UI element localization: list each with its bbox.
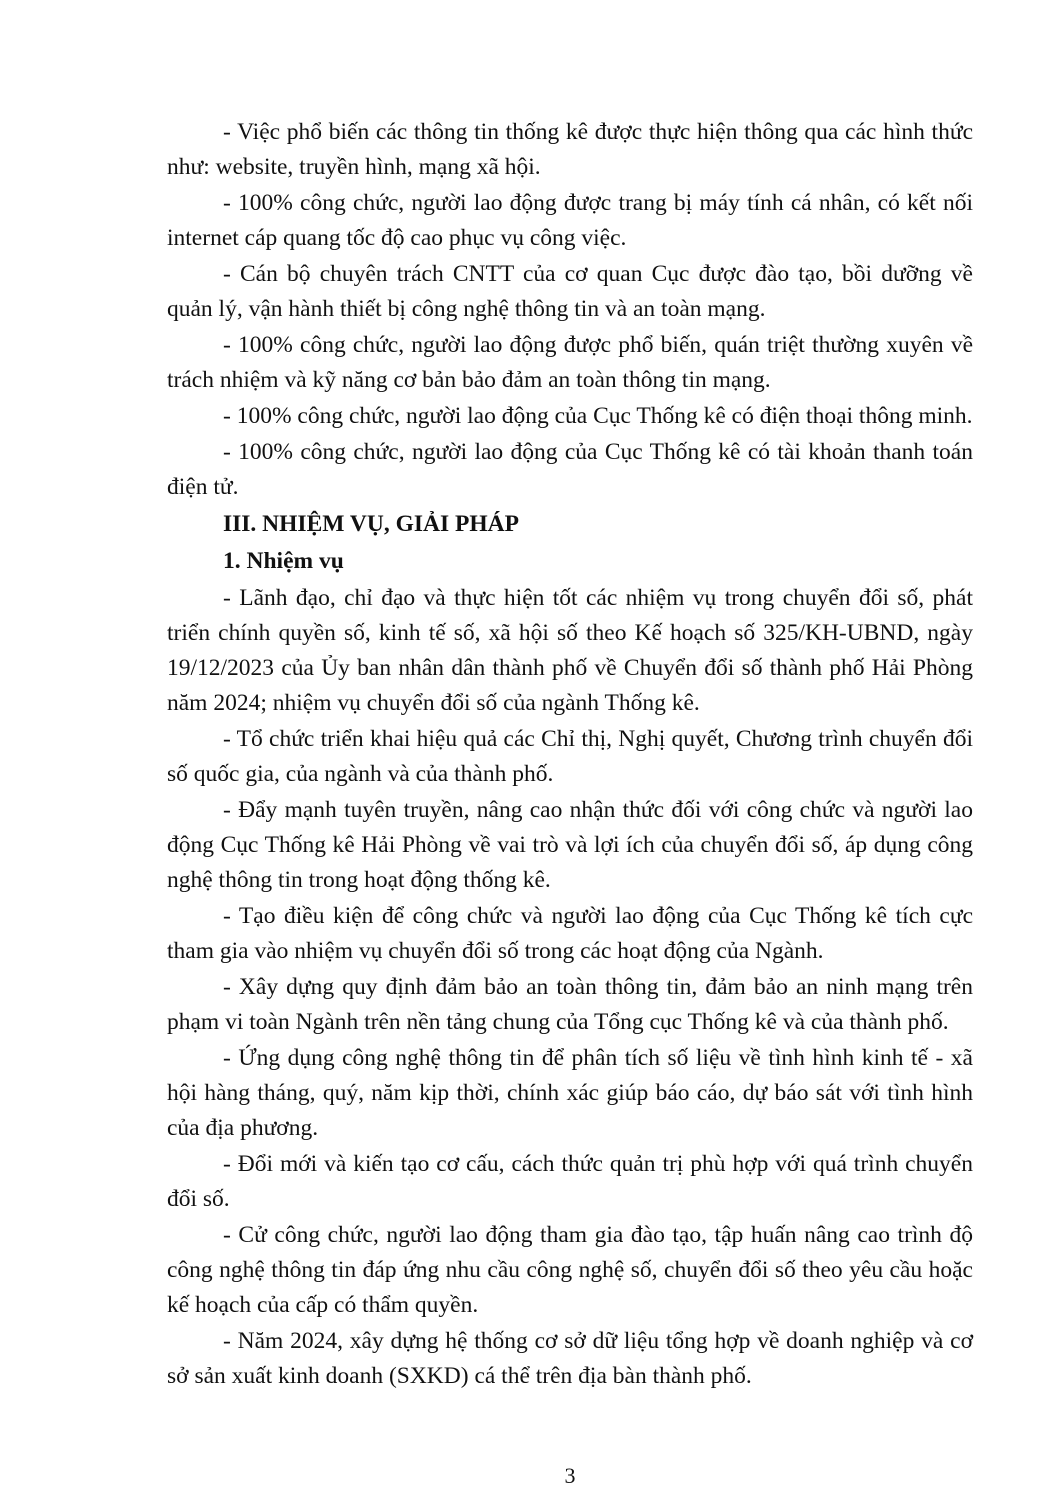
task-paragraph: - Đổi mới và kiến tạo cơ cấu, cách thức quản trị phù hợp với quá trình chuyển đổi số. — [167, 1151, 973, 1212]
page-number: 3 — [564, 1463, 576, 1488]
task-paragraph: - Ứng dụng công nghệ thông tin để phân tích số liệu về tình hình kinh tế - xã hội hàng tháng, quý, năm kịp thời, chính xác giúp báo cáo, dự báo sát với tình hình của địa phương. — [167, 1045, 973, 1141]
paragraph: - Cán bộ chuyên trách CNTT của cơ quan Cục được đào tạo, bồi dưỡng về quản lý, vận hành thiết bị công nghệ thông tin và an toàn mạng. — [167, 261, 973, 322]
paragraph: - 100% công chức, người lao động được trang bị máy tính cá nhân, có kết nối internet cáp quang tốc độ cao phục vụ công việc. — [167, 190, 973, 251]
task-paragraph: - Tạo điều kiện để công chức và người lao động của Cục Thống kê tích cực tham gia vào nhiệm vụ chuyển đổi số trong các hoạt động của Ngành. — [167, 903, 973, 964]
task-paragraph: - Lãnh đạo, chỉ đạo và thực hiện tốt các nhiệm vụ trong chuyển đổi số, phát triển chính quyền số, kinh tế số, xã hội số theo Kế hoạch số 325/KH-UBND, ngày 19/12/2023 của Ủy ban nhân dân thành phố về Chuyển đổi số thành phố Hải Phòng năm 2024; nhiệm vụ chuyển đổi số của ngành Thống kê. — [167, 585, 973, 716]
paragraph: - Việc phổ biến các thông tin thống kê được thực hiện thông qua các hình thức như: website, truyền hình, mạng xã hội. — [167, 119, 973, 180]
subsection-heading: 1. Nhiệm vụ — [223, 548, 344, 574]
document-page — [167, 115, 973, 1395]
task-paragraph: - Năm 2024, xây dựng hệ thống cơ sở dữ liệu tổng hợp về doanh nghiệp và cơ sở sản xuất kinh doanh (SXKD) cá thể trên địa bàn thành phố. — [167, 1328, 973, 1389]
section-heading: III. NHIỆM VỤ, GIẢI PHÁP — [223, 511, 519, 537]
task-paragraph: - Đẩy mạnh tuyên truyền, nâng cao nhận thức đối với công chức và người lao động Cục Thống kê Hải Phòng về vai trò và lợi ích của chuyển đổi số, áp dụng công nghệ thông tin trong hoạt động thống kê. — [167, 797, 973, 893]
task-paragraph: - Xây dựng quy định đảm bảo an toàn thông tin, đảm bảo an ninh mạng trên phạm vi toàn Ngành trên nền tảng chung của Tổng cục Thống kê và của thành phố. — [167, 974, 973, 1035]
paragraph: - 100% công chức, người lao động được phổ biến, quán triệt thường xuyên về trách nhiệm và kỹ năng cơ bản bảo đảm an toàn thông tin mạng. — [167, 332, 973, 393]
task-paragraph: - Cử công chức, người lao động tham gia đào tạo, tập huấn nâng cao trình độ công nghệ thông tin đáp ứng nhu cầu công nghệ số, chuyển đổi số theo yêu cầu hoặc kế hoạch của cấp có thẩm quyền. — [167, 1222, 973, 1318]
task-paragraph: - Tổ chức triển khai hiệu quả các Chỉ thị, Nghị quyết, Chương trình chuyển đổi số quốc gia, của ngành và của thành phố. — [167, 726, 973, 787]
paragraph: - 100% công chức, người lao động của Cục Thống kê có điện thoại thông minh. — [223, 403, 973, 429]
paragraph: - 100% công chức, người lao động của Cục Thống kê có tài khoản thanh toán điện tử. — [167, 439, 973, 500]
